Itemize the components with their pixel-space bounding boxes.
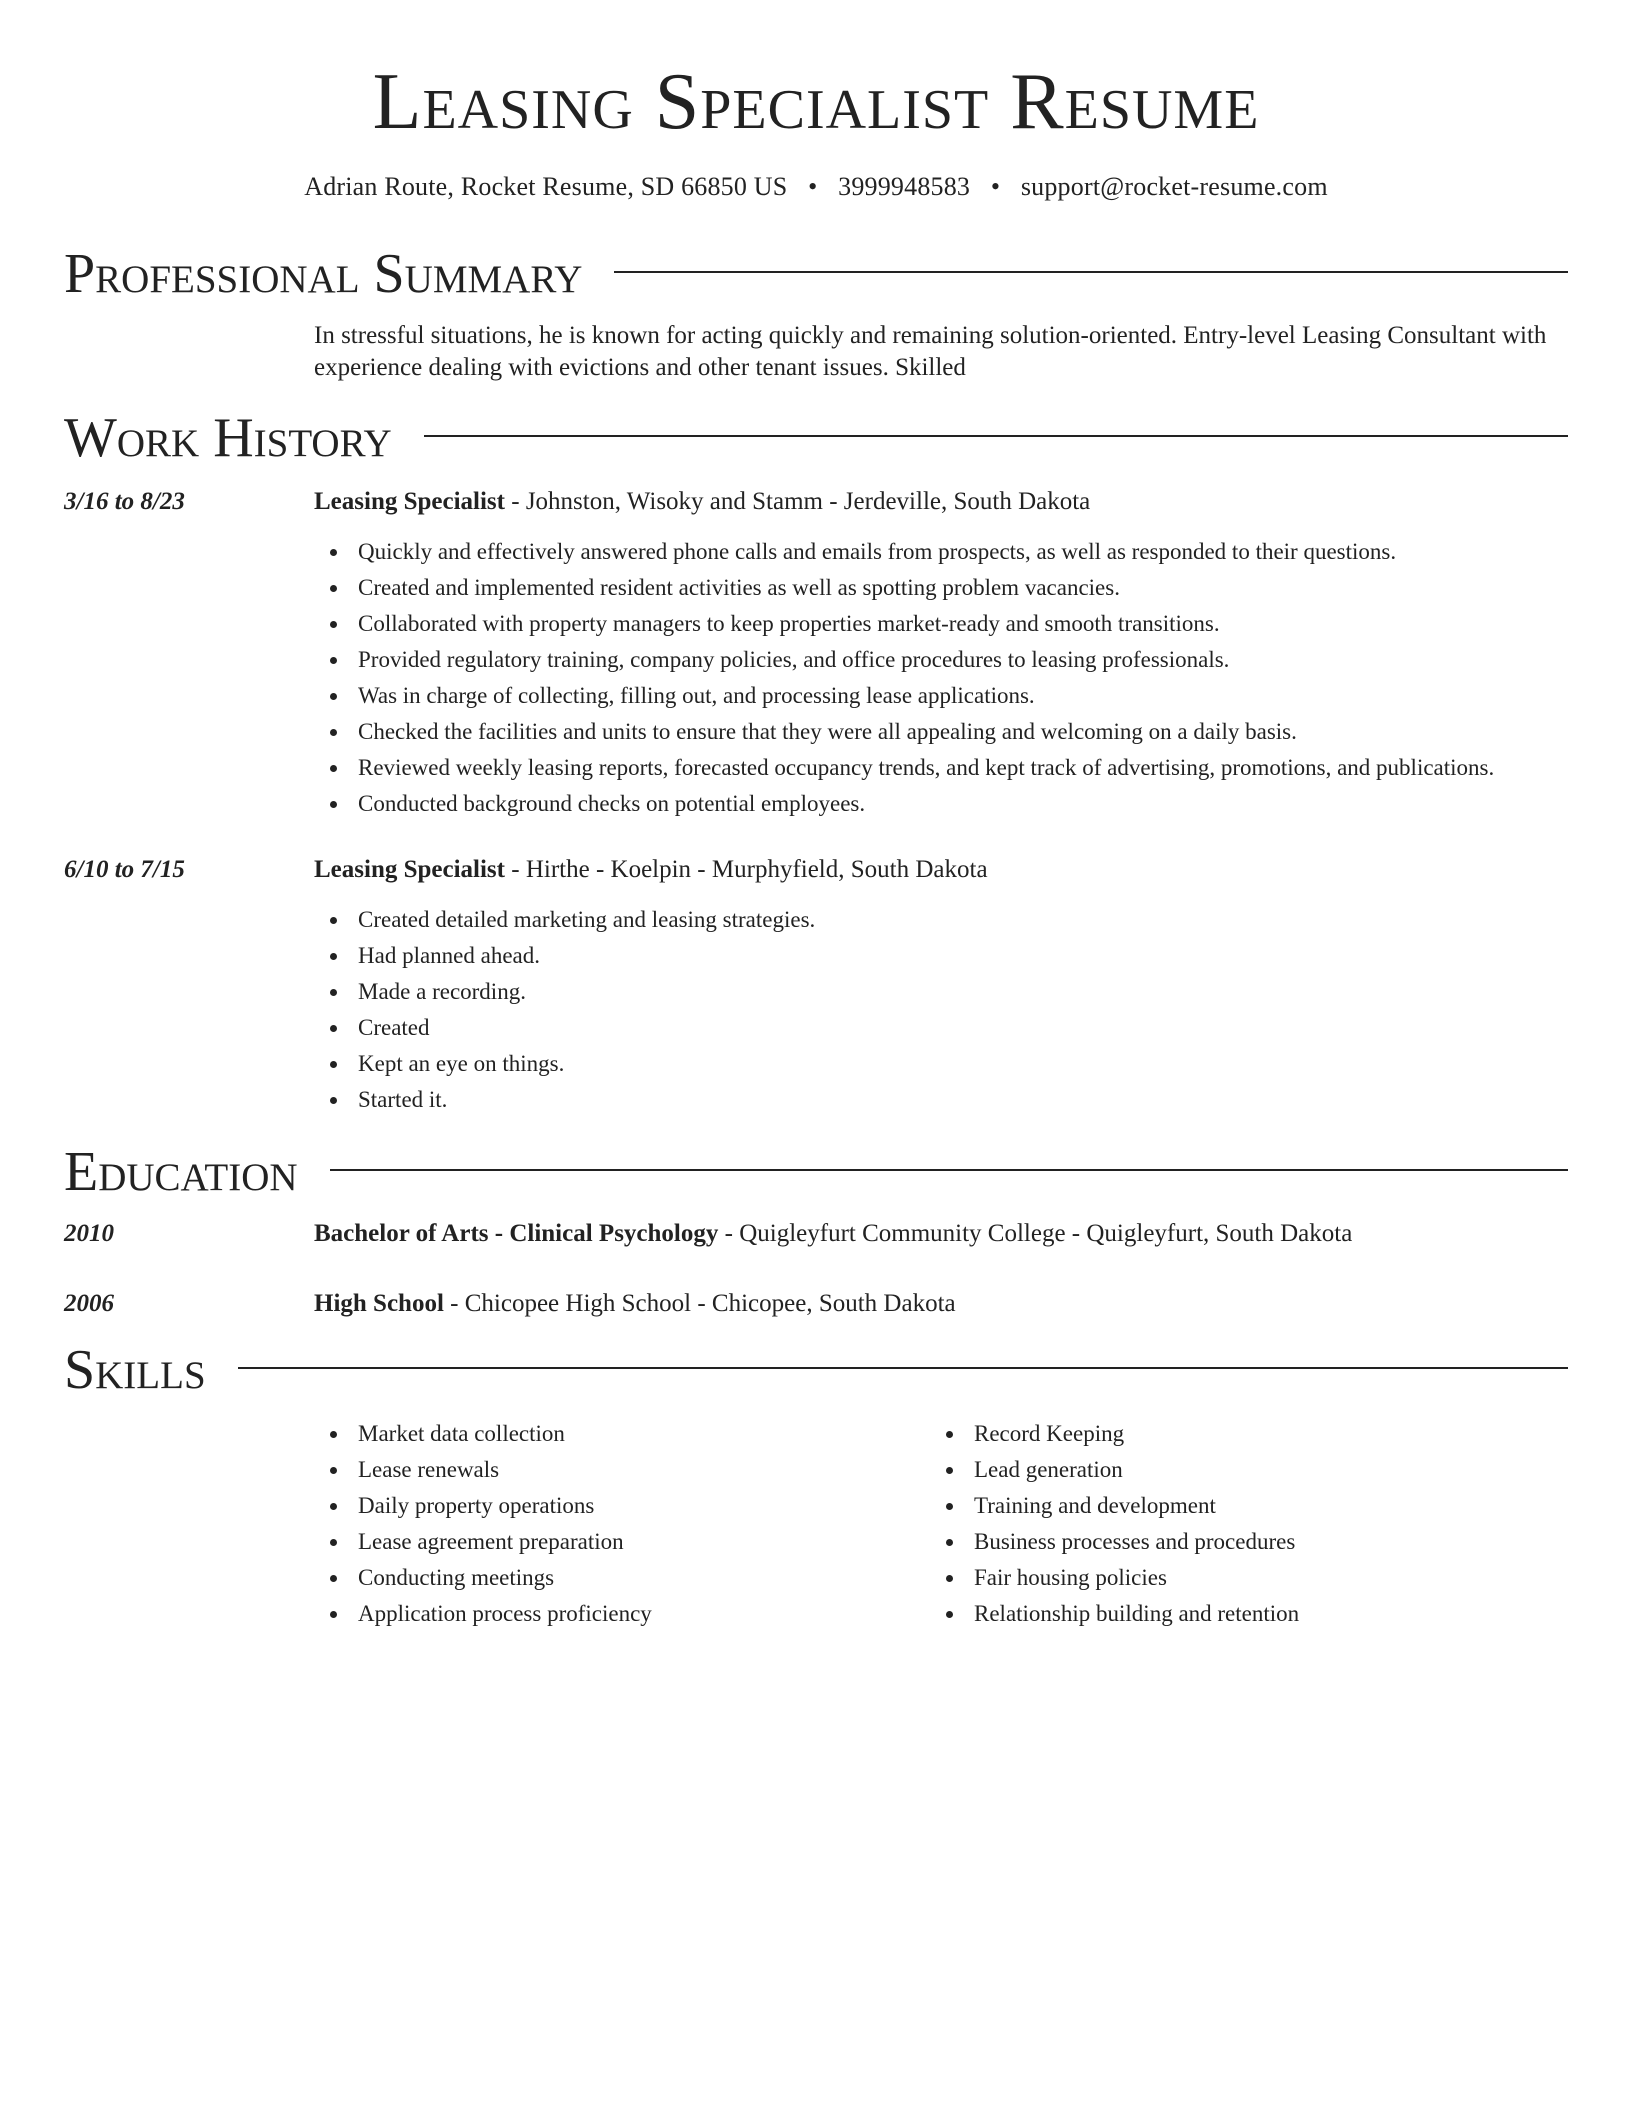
skill-item: Fair housing policies xyxy=(930,1560,1546,1596)
job-employer-location: - Johnston, Wisoky and Stamm - Jerdeville, South Dakota xyxy=(505,488,1091,515)
separator-dot: • xyxy=(990,172,1001,201)
summary-text: In stressful situations, he is known for acting quickly and remaining solution-oriented. Entry-level Leasing Consultant with experience dealing with evictions and other tenant issues. Skilled xyxy=(314,322,1547,381)
education-details xyxy=(314,1218,1568,1250)
summary-left-spacer xyxy=(64,320,314,384)
education-school-location: - Chicopee High School - Chicopee, South Dakota xyxy=(443,1290,956,1317)
skill-item: Conducting meetings xyxy=(314,1560,930,1596)
job-bullet: Created xyxy=(314,1010,1568,1046)
job-bullet: Had planned ahead. xyxy=(314,938,1568,974)
job-bullet-list xyxy=(314,534,1568,822)
job-dates: 3/16 to 8/23 xyxy=(64,488,185,515)
separator-dot: • xyxy=(808,172,818,201)
job-bullet: Reviewed weekly leasing reports, forecasted occupancy trends, and kept track of advertising, promotions, and publications. xyxy=(314,750,1568,786)
job-heading xyxy=(314,486,1568,518)
skills-grid xyxy=(314,1416,1568,1632)
job-bullet: Kept an eye on things. xyxy=(314,1046,1568,1082)
work-heading: Work History xyxy=(64,407,392,469)
skills-list-right xyxy=(930,1416,1546,1632)
job-bullet: Collaborated with property managers to keep properties market-ready and smooth transitions. xyxy=(314,606,1568,642)
education-year: 2006 xyxy=(64,1290,114,1317)
bullets-left-spacer xyxy=(64,902,314,1118)
job-title: Leasing Specialist xyxy=(314,856,505,883)
job-employer-location: - Hirthe - Koelpin - Murphyfield, South Dakota xyxy=(505,856,988,883)
summary-heading: Professional Summary xyxy=(64,243,583,305)
bullets-left-spacer xyxy=(64,534,314,822)
skill-item: Market data collection xyxy=(314,1416,930,1452)
job-bullet-list xyxy=(314,902,1568,1118)
job-bullets-row xyxy=(64,902,1568,1118)
job-title: Leasing Specialist xyxy=(314,488,505,515)
job-bullet: Quickly and effectively answered phone calls and emails from prospects, as well as responded to their questions. xyxy=(314,534,1568,570)
skills-left-spacer xyxy=(64,1416,314,1632)
skill-item: Application process proficiency xyxy=(314,1596,930,1632)
skills-heading: Skills xyxy=(64,1339,206,1401)
job-entry xyxy=(64,486,1568,518)
skills-section-heading xyxy=(64,1339,1568,1401)
job-bullet: Created detailed marketing and leasing strategies. xyxy=(314,902,1568,938)
section-divider xyxy=(614,271,1568,273)
contact-phone: 3999948583 xyxy=(838,172,971,201)
job-dates: 6/10 to 7/15 xyxy=(64,856,185,883)
job-bullets-container xyxy=(314,902,1568,1118)
skills-list-left xyxy=(314,1416,930,1632)
job-bullet: Checked the facilities and units to ensure that they were all appealing and welcoming on a daily basis. xyxy=(314,714,1568,750)
skills-column-left xyxy=(314,1416,930,1632)
resume-title: Leasing Specialist Resume xyxy=(372,58,1260,146)
education-degree: Bachelor of Arts - Clinical Psychology xyxy=(314,1220,719,1247)
job-heading xyxy=(314,854,1568,886)
summary-section-heading xyxy=(64,243,1568,305)
skill-item: Lead generation xyxy=(930,1452,1546,1488)
job-bullet: Conducted background checks on potential employees. xyxy=(314,786,1568,822)
education-school-location: - Quigleyfurt Community College - Quigleyfurt, South Dakota xyxy=(718,1220,1353,1247)
education-year: 2010 xyxy=(64,1220,114,1247)
education-details xyxy=(314,1288,1568,1320)
education-entry xyxy=(64,1288,1568,1320)
skill-item: Lease renewals xyxy=(314,1452,930,1488)
resume-page xyxy=(64,0,1568,1632)
contact-line xyxy=(64,172,1568,202)
skill-item: Record Keeping xyxy=(930,1416,1546,1452)
skill-item: Daily property operations xyxy=(314,1488,930,1524)
skill-item: Training and development xyxy=(930,1488,1546,1524)
job-entry xyxy=(64,854,1568,886)
skill-item: Lease agreement preparation xyxy=(314,1524,930,1560)
education-entry xyxy=(64,1218,1568,1250)
education-heading: Education xyxy=(64,1141,298,1203)
skills-column-right xyxy=(930,1416,1546,1632)
skill-item: Relationship building and retention xyxy=(930,1596,1546,1632)
section-divider xyxy=(424,435,1568,437)
job-bullet: Provided regulatory training, company policies, and office procedures to leasing professionals. xyxy=(314,642,1568,678)
skills-row xyxy=(64,1416,1568,1632)
work-section-heading xyxy=(64,407,1568,469)
skill-item: Business processes and procedures xyxy=(930,1524,1546,1560)
education-section-heading xyxy=(64,1141,1568,1203)
section-divider xyxy=(330,1169,1568,1171)
job-bullet: Started it. xyxy=(314,1082,1568,1118)
summary-row xyxy=(64,320,1568,384)
job-bullets-container xyxy=(314,534,1568,822)
job-bullet: Made a recording. xyxy=(314,974,1568,1010)
job-bullet: Was in charge of collecting, filling out, and processing lease applications. xyxy=(314,678,1568,714)
contact-email: support@rocket-resume.com xyxy=(1020,172,1328,201)
job-bullet: Created and implemented resident activities as well as spotting problem vacancies. xyxy=(314,570,1568,606)
job-bullets-row xyxy=(64,534,1568,822)
section-divider xyxy=(238,1367,1568,1369)
education-degree: High School xyxy=(314,1290,444,1317)
contact-address: Adrian Route, Rocket Resume, SD 66850 US xyxy=(304,172,788,201)
